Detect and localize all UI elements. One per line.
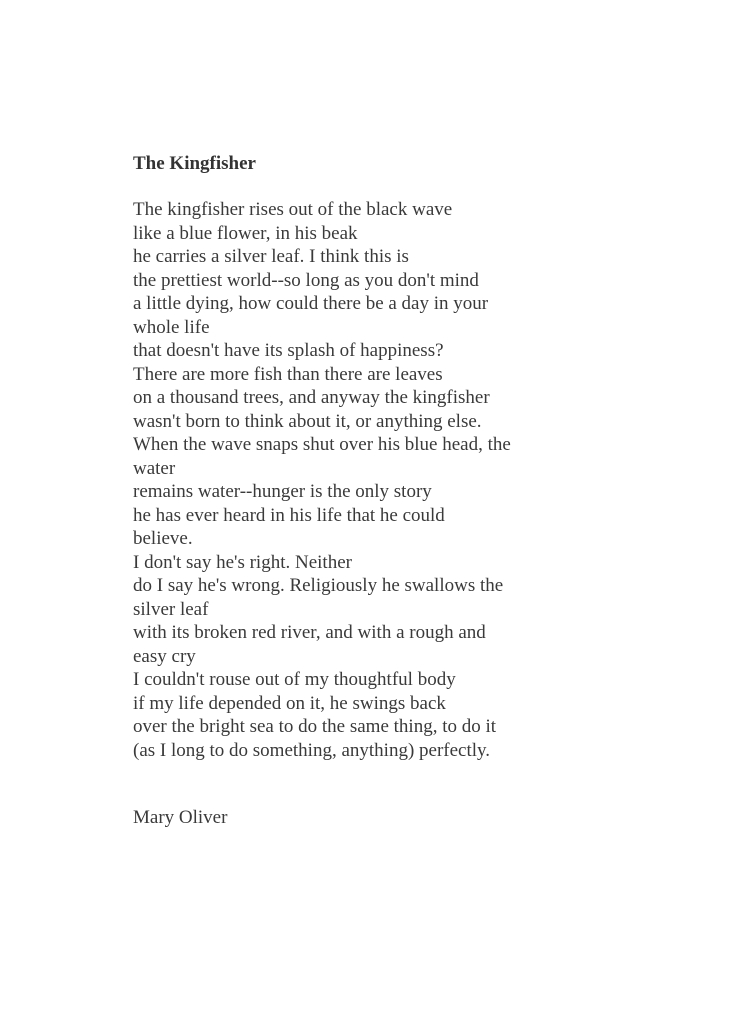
poem-line: (as I long to do something, anything) perfectly.	[133, 739, 491, 761]
poem-line: the prettiest world--so long as you don't mind	[133, 269, 479, 291]
poem-line: When the wave snaps shut over his blue head, the	[133, 434, 511, 455]
poem-line: with its broken red river, and with a rough and	[133, 622, 486, 643]
poem-line: I couldn't rouse out of my thoughtful body	[133, 669, 456, 690]
poem-line: over the bright sea to do the same thing, to do it	[133, 716, 497, 737]
poem-body	[133, 198, 723, 762]
poem-line: whole life	[133, 316, 210, 338]
poem-line: wasn't born to think about it, or anything else.	[133, 410, 482, 432]
poem-line: silver leaf	[133, 598, 209, 620]
poem-line: he carries a silver leaf. I think this is	[133, 246, 409, 267]
poem-line: he has ever heard in his life that he could	[133, 504, 445, 526]
poem-line: easy cry	[133, 645, 196, 667]
poem-line: believe.	[133, 528, 193, 549]
poem-author: Mary Oliver	[133, 807, 228, 828]
poem-line: I don't say he's right. Neither	[133, 551, 352, 573]
poem-line: on a thousand trees, and anyway the kingfisher	[133, 387, 490, 408]
poem-line: water	[133, 457, 176, 479]
poem-line: do I say he's wrong. Religiously he swallows the	[133, 575, 504, 596]
poem-title: The Kingfisher	[133, 153, 256, 174]
poem-line: like a blue flower, in his beak	[133, 222, 358, 244]
poem	[133, 150, 723, 832]
poem-line: The kingfisher rises out of the black wave	[133, 199, 453, 220]
poem-line: There are more fish than there are leaves	[133, 363, 443, 385]
poem-line: remains water--hunger is the only story	[133, 481, 432, 502]
poem-line: a little dying, how could there be a day in your	[133, 293, 489, 314]
poem-line: that doesn't have its splash of happiness?	[133, 340, 444, 361]
poem-line: if my life depended on it, he swings back	[133, 692, 446, 714]
